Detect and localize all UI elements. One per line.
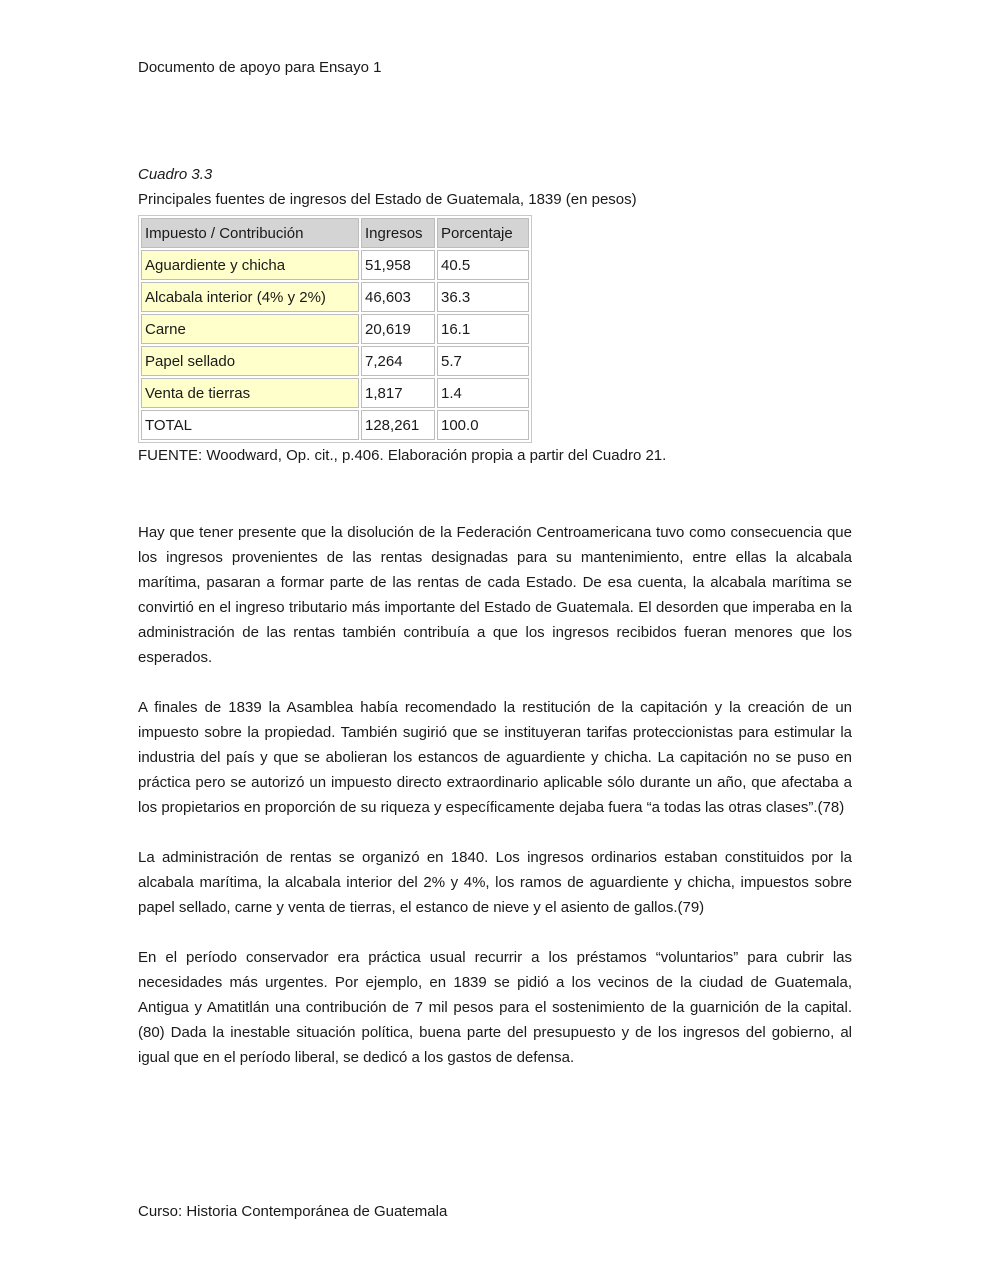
- table-caption-title: Principales fuentes de ingresos del Estado de Guatemala, 1839 (en pesos): [138, 191, 637, 208]
- table-cell: Alcabala interior (4% y 2%): [141, 282, 359, 312]
- column-header: Impuesto / Contribución: [141, 218, 359, 248]
- paragraph: A finales de 1839 la Asamblea había recomendado la restitución de la capitación y la creación de un impuesto sobre la propiedad. También sugirió que se instituyeran tarifas proteccionistas para estimular la industria del país y que se abolieran los estancos de aguardiente y chicha. La capitación no se puso en práctica pero se autorizó un impuesto directo extraordinario aplicable sólo durante un año, que afectaba a los propietarios en proporción de su riqueza y específicamente dejaba fuera “a todas las otras clases”.(78): [138, 699, 852, 816]
- table-cell: 128,261: [361, 410, 435, 440]
- column-header: Ingresos: [361, 218, 435, 248]
- table-row: [141, 378, 529, 408]
- table-cell: 1.4: [437, 378, 529, 408]
- page-header: Documento de apoyo para Ensayo 1: [138, 59, 382, 76]
- paragraph: Hay que tener presente que la disolución de la Federación Centroamericana tuvo como consecuencia que los ingresos provenientes de las rentas designadas para su mantenimiento, entre ellas la alcabala marítima, pasaran a formar parte de las rentas de cada Estado. De esa cuenta, la alcabala marítima se convirtió en el ingreso tributario más importante del Estado de Guatemala. El desorden que imperaba en la administración de las rentas también contribuía a que los ingresos recibidos fueran menores que los esperados.: [138, 524, 852, 666]
- table-row: [141, 346, 529, 376]
- table-caption-number: Cuadro 3.3: [138, 166, 213, 183]
- table-row: [141, 282, 529, 312]
- table-cell: Aguardiente y chicha: [141, 250, 359, 280]
- body-text: [138, 520, 852, 1095]
- table-cell: 40.5: [437, 250, 529, 280]
- income-table: [138, 215, 532, 443]
- table-total-row: [141, 410, 529, 440]
- table-cell: 1,817: [361, 378, 435, 408]
- paragraph: La administración de rentas se organizó en 1840. Los ingresos ordinarios estaban constituidos por la alcabala marítima, la alcabala interior del 2% y 4%, los ramos de aguardiente y chicha, impuestos sobre papel sellado, carne y venta de tierras, el estanco de nieve y el asiento de gallos.(79): [138, 849, 852, 916]
- table-header-row: [141, 218, 529, 248]
- table-cell: Venta de tierras: [141, 378, 359, 408]
- table-cell: TOTAL: [141, 410, 359, 440]
- table-cell: 7,264: [361, 346, 435, 376]
- table-cell: 20,619: [361, 314, 435, 344]
- table-cell: Papel sellado: [141, 346, 359, 376]
- table-cell: 36.3: [437, 282, 529, 312]
- table-row: [141, 250, 529, 280]
- table-cell: 51,958: [361, 250, 435, 280]
- column-header: Porcentaje: [437, 218, 529, 248]
- table-cell: 100.0: [437, 410, 529, 440]
- page-footer: Curso: Historia Contemporánea de Guatemala: [138, 1203, 448, 1220]
- table-cell: Carne: [141, 314, 359, 344]
- table-cell: 5.7: [437, 346, 529, 376]
- paragraph: En el período conservador era práctica usual recurrir a los préstamos “voluntarios” para cubrir las necesidades más urgentes. Por ejemplo, en 1839 se pidió a los vecinos de la ciudad de Guatemala, Antigua y Amatitlán una contribución de 7 mil pesos para el sostenimiento de la guarnición de la capital. (80) Dada la inestable situación política, buena parte del presupuesto y de los ingresos del gobierno, al igual que en el período liberal, se dedicó a los gastos de defensa.: [138, 949, 852, 1066]
- table-row: [141, 314, 529, 344]
- table-source-note: FUENTE: Woodward, Op. cit., p.406. Elaboración propia a partir del Cuadro 21.: [138, 447, 667, 464]
- table-cell: 46,603: [361, 282, 435, 312]
- table-cell: 16.1: [437, 314, 529, 344]
